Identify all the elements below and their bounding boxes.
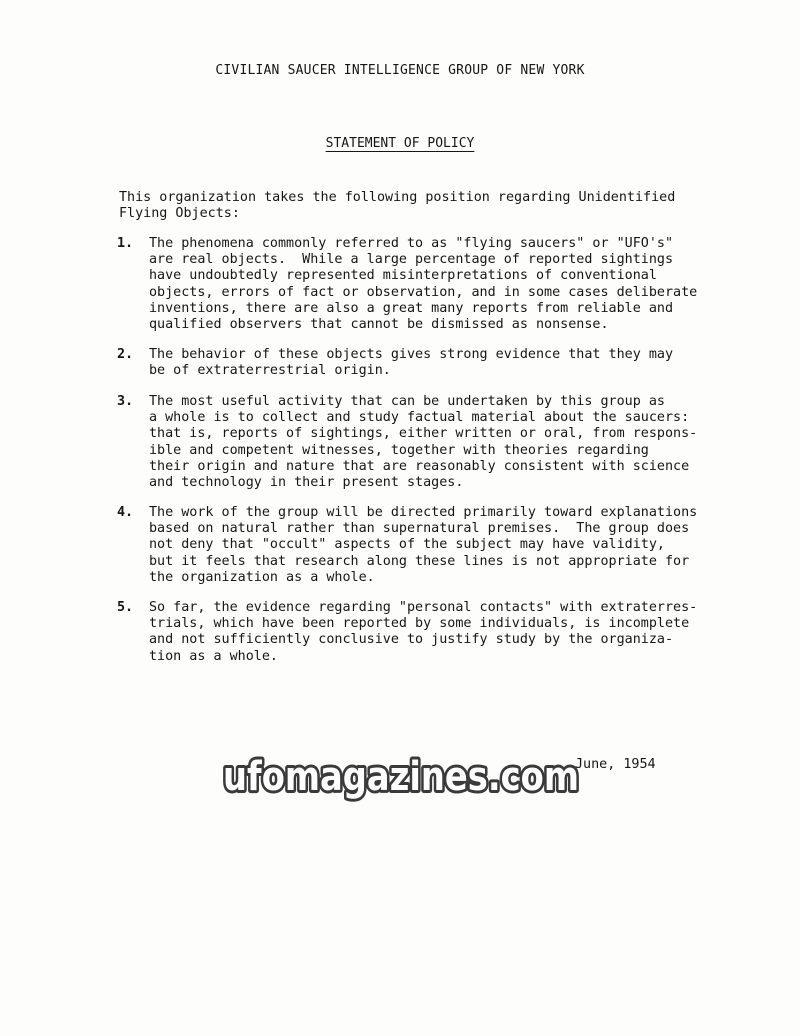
policy-line: The phenomena commonly referred to as "flying saucers" or "UFO's": [149, 236, 674, 251]
document-date: June, 1954: [575, 757, 656, 772]
organization-header: CIVILIAN SAUCER INTELLIGENCE GROUP OF NEW YORK: [215, 63, 585, 78]
policy-line: are real objects. While a large percentage of reported sightings: [149, 252, 674, 268]
policy-item-text: [149, 394, 697, 491]
document-title: [0, 136, 800, 151]
document-title-text: STATEMENT OF POLICY: [325, 136, 475, 151]
policy-line: qualified observers that cannot be dismissed as nonsense.: [149, 317, 609, 333]
policy-item-text: [149, 505, 697, 586]
policy-item-number: 2.: [117, 347, 134, 362]
policy-line: tion as a whole.: [149, 648, 278, 664]
intro-line: This organization takes the following position regarding Unidentified: [119, 190, 676, 205]
policy-item-number: 1.: [117, 236, 134, 251]
watermark-text: ufomagazines.com: [223, 754, 579, 800]
policy-line: a whole is to collect and study factual material about the saucers:: [149, 410, 690, 426]
policy-item-number: 3.: [117, 394, 134, 409]
policy-line: ible and competent witnesses, together with theories regarding: [149, 442, 649, 458]
policy-line: be of extraterrestrial origin.: [149, 363, 391, 379]
policy-item-text: [149, 600, 697, 665]
policy-line: and technology in their present stages.: [149, 475, 464, 491]
policy-line: but it feels that research along these lines is not appropriate for: [149, 553, 690, 569]
policy-item-number: 5.: [117, 600, 134, 615]
policy-line: based on natural rather than supernatural premises. The group does: [149, 521, 690, 537]
policy-item-text: [149, 236, 697, 333]
policy-line: their origin and nature that are reasonably consistent with science: [149, 458, 690, 474]
policy-line: have undoubtedly represented misinterpretations of conventional: [149, 268, 657, 284]
policy-line: The most useful activity that can be undertaken by this group as: [149, 394, 665, 409]
policy-line: trials, which have been reported by some individuals, is incomplete: [149, 616, 690, 632]
policy-line: inventions, there are also a great many reports from reliable and: [149, 300, 674, 316]
policy-line: and not sufficiently conclusive to justify study by the organiza-: [149, 632, 674, 648]
policy-line: not deny that "occult" aspects of the subject may have validity,: [149, 537, 665, 553]
intro-line: Flying Objects:: [119, 206, 240, 222]
policy-line: So far, the evidence regarding "personal contacts" with extraterres-: [149, 600, 698, 615]
policy-line: The work of the group will be directed primarily toward explanations: [149, 505, 698, 520]
watermark: [221, 752, 581, 802]
policy-line: The behavior of these objects gives strong evidence that they may: [149, 347, 674, 362]
policy-item-text: [149, 347, 673, 379]
policy-line: the organization as a whole.: [149, 569, 375, 585]
intro-paragraph: [119, 190, 699, 222]
policy-line: objects, errors of fact or observation, and in some cases deliberate: [149, 284, 698, 300]
policy-line: that is, reports of sightings, either written or oral, from respons-: [149, 426, 698, 442]
policy-item-number: 4.: [117, 505, 134, 520]
